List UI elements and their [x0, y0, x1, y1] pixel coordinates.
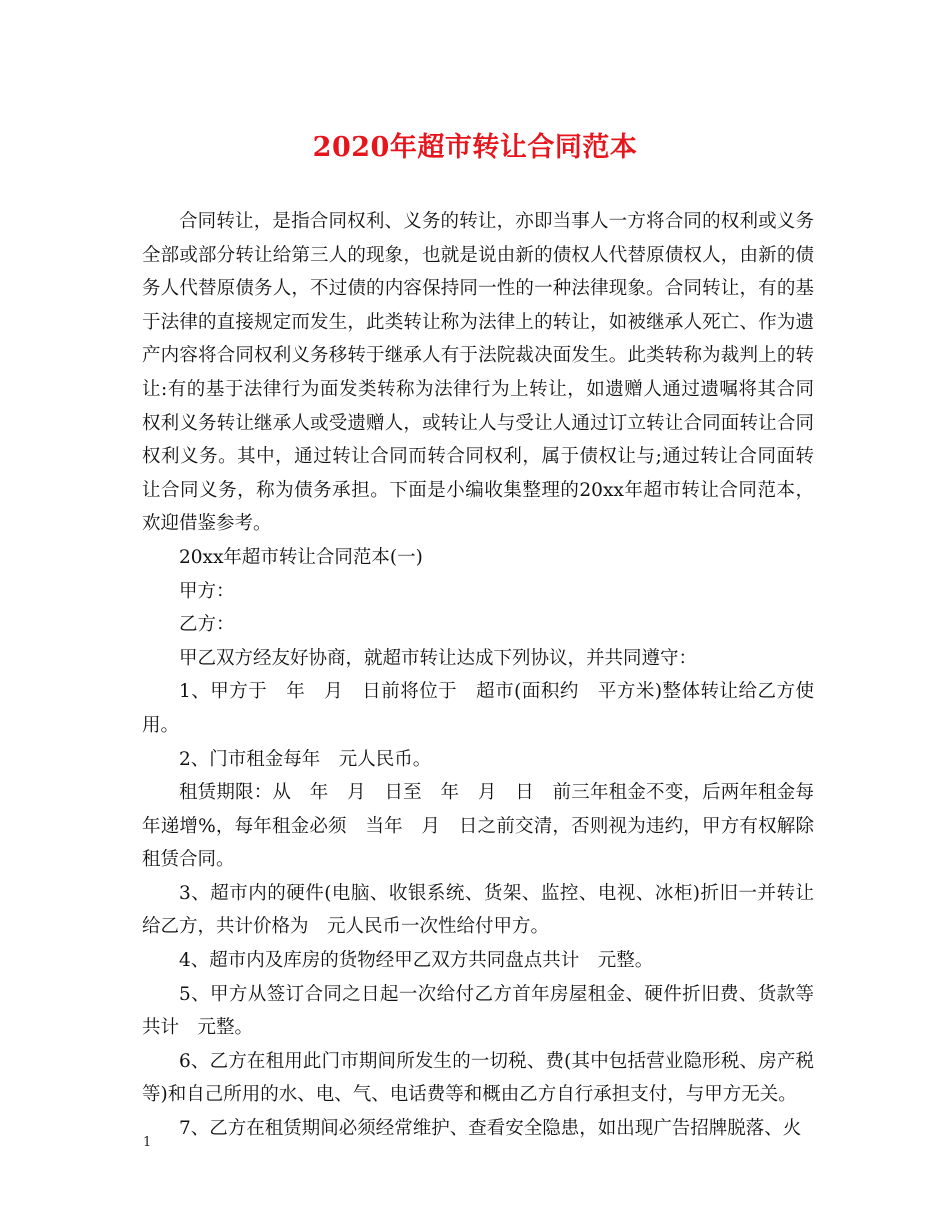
paragraph-clause-6: 6、乙方在租用此门市期间所发生的一切税、费(其中包括营业隐形税、房产税等)和自己所用的水、电、气、电话费等和概由乙方自行承担支付，与甲方无关。	[142, 1050, 814, 1106]
paragraph-party-a: 甲方：	[179, 580, 235, 602]
paragraph-clause-5: 5、甲方从签订合同之日起一次给付乙方首年房屋租金、硬件折旧费、货款等共计 元整。	[142, 983, 814, 1039]
page-number: 1	[143, 1135, 152, 1150]
paragraph-clause-3: 3、超市内的硬件(电脑、收银系统、货架、监控、电视、冰柜)折旧一并转让给乙方，共计价格为 元人民币一次性给付甲方。	[142, 882, 814, 938]
paragraph-intro: 合同转让，是指合同权利、义务的转让，亦即当事人一方将合同的权利或义务全部或部分转让给第三人的现象，也就是说由新的债权人代替原债权人，由新的债务人代替原债务人，不过债的内容保持同一性的一种法律现象。合同转让，有的基于法律的直接规定而发生，此类转让称为法律上的转让，如被继承人死亡、作为遗产内容将合同权利义务移转于继承人有于法院裁决面发生。此类转称为裁判上的转让:有的基于法律行为面发类转称为法律行为上转让，如遗赠人通过遗嘱将其合同权利义务转让继承人或受遗赠人，或转让人与受让人通过订立转让合同面转让合同权利义务。其中，通过转让合同而转合同权利，属于债权让与;通过转让合同面转让合同义务，称为债务承担。下面是小编收集整理的20xx年超市转让合同范本，欢迎借鉴参考。	[142, 211, 814, 535]
paragraph-agreement: 甲乙双方经友好协商，就超市转让达成下列协议，并共同遵守：	[179, 647, 698, 669]
paragraph-clause-7: 7、乙方在租赁期间必须经常维护、查看安全隐患，如出现广告招牌脱落、火	[179, 1118, 802, 1140]
paragraph-subtitle: 20xx年超市转让合同范本(一)	[179, 546, 423, 568]
document-body	[142, 205, 814, 1146]
paragraph-clause-1: 1、甲方于 年 月 日前将位于 超市(面积约 平方米)整体转让给乙方使用。	[142, 681, 814, 736]
paragraph-lease-term: 租赁期限：从 年 月 日至 年 月 日 前三年租金不变，后两年租金每年递增%，每年租金必须 当年 月 日之前交清，否则视为违约，甲方有权解除租赁合同。	[142, 782, 814, 871]
paragraph-clause-4: 4、超市内及库房的货物经甲乙双方共同盘点共计 元整。	[179, 950, 654, 972]
document-title: 2020年超市转让合同范本	[312, 132, 638, 163]
paragraph-party-b: 乙方：	[179, 614, 235, 636]
paragraph-clause-2: 2、门市租金每年 元人民币。	[179, 748, 432, 770]
